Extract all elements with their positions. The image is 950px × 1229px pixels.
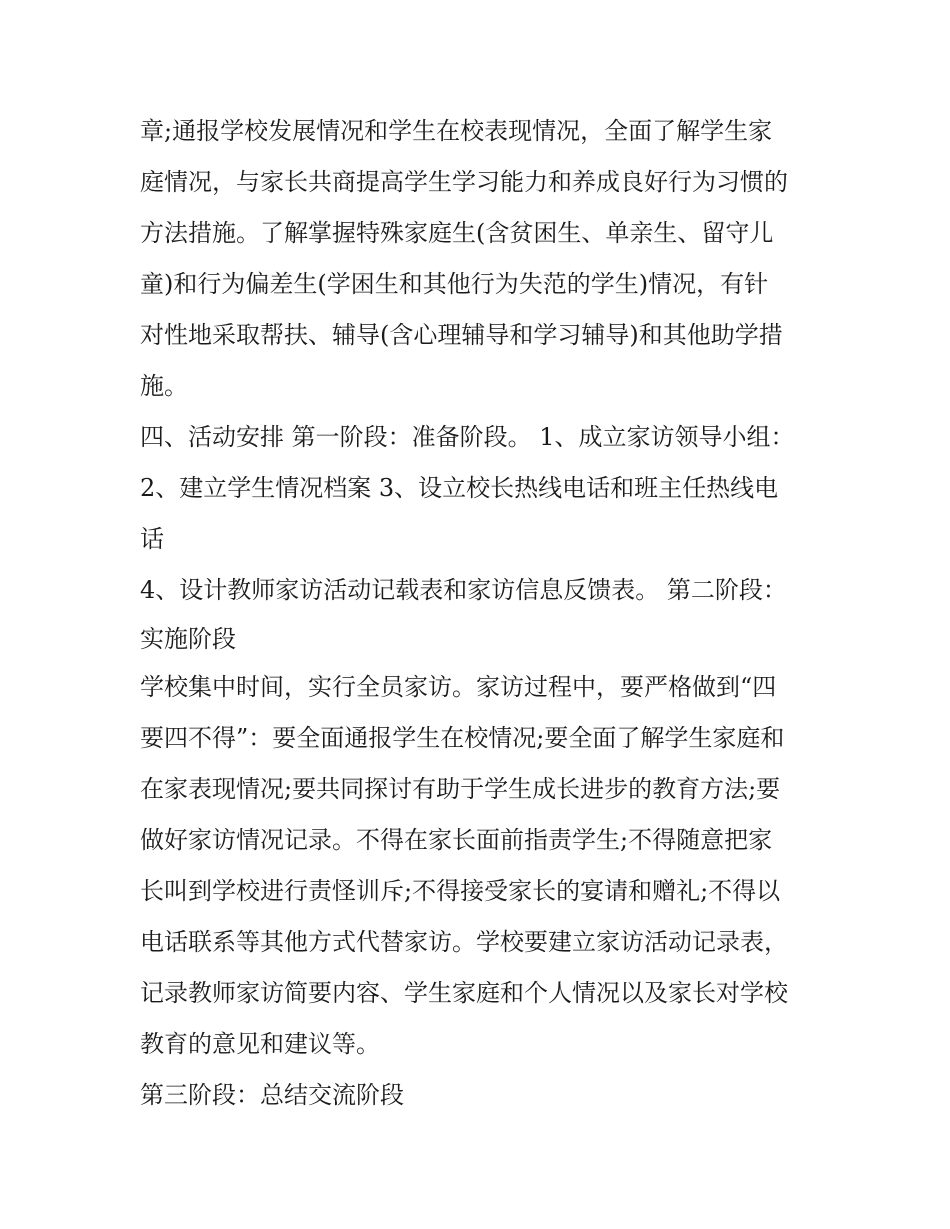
text-line: 电话联系等其他方式代替家访。学校要建立家访活动记录表， — [140, 928, 788, 956]
document-body — [140, 106, 820, 1121]
text-line: 对性地采取帮扶、辅导(含心理辅导和学习辅导)和其他助学措 — [140, 321, 783, 349]
text-line: 要四不得”：要全面通报学生在校情况;要全面了解学生家庭和 — [140, 724, 785, 752]
stage-heading-summary: 第三阶段：总结交流阶段 — [140, 1081, 404, 1109]
text-line: 做好家访情况记录。不得在家长面前指责学生;不得随意把家 — [140, 826, 773, 854]
text-line: 话 — [140, 525, 164, 553]
text-line: 方法措施。了解掌握特殊家庭生(含贫困生、单亲生、留守儿 — [140, 219, 774, 247]
text-line: 章;通报学校发展情况和学生在校表现情况，全面了解学生家 — [140, 117, 773, 145]
text-line: 庭情况，与家长共商提高学生学习能力和养成良好行为习惯的 — [140, 168, 788, 196]
text-line: 学校集中时间，实行全员家访。家访过程中，要严格做到“四 — [140, 673, 777, 701]
text-line: 长叫到学校进行责怪训斥;不得接受家长的宴请和赠礼;不得以 — [140, 877, 781, 905]
text-line: 教育的意见和建议等。 — [140, 1030, 380, 1058]
text-line: 童)和行为偏差生(学困生和其他行为失范的学生)情况，有针 — [140, 270, 769, 298]
text-line: 在家表现情况;要共同探讨有助于学生成长进步的教育方法;要 — [140, 775, 781, 803]
text-line: 4、设计教师家访活动记载表和家访信息反馈表。 第二阶段： — [140, 576, 787, 604]
section-heading-activity-plan: 四、活动安排 第一阶段：准备阶段。 1、成立家访领导小组： — [140, 423, 795, 451]
text-line: 记录教师家访简要内容、学生家庭和个人情况以及家长对学校 — [140, 979, 788, 1007]
text-line: 2、建立学生情况档案 3、设立校长热线电话和班主任热线电 — [140, 474, 779, 502]
text-line: 施。 — [140, 372, 188, 400]
stage-heading-implementation: 实施阶段 — [140, 625, 236, 653]
